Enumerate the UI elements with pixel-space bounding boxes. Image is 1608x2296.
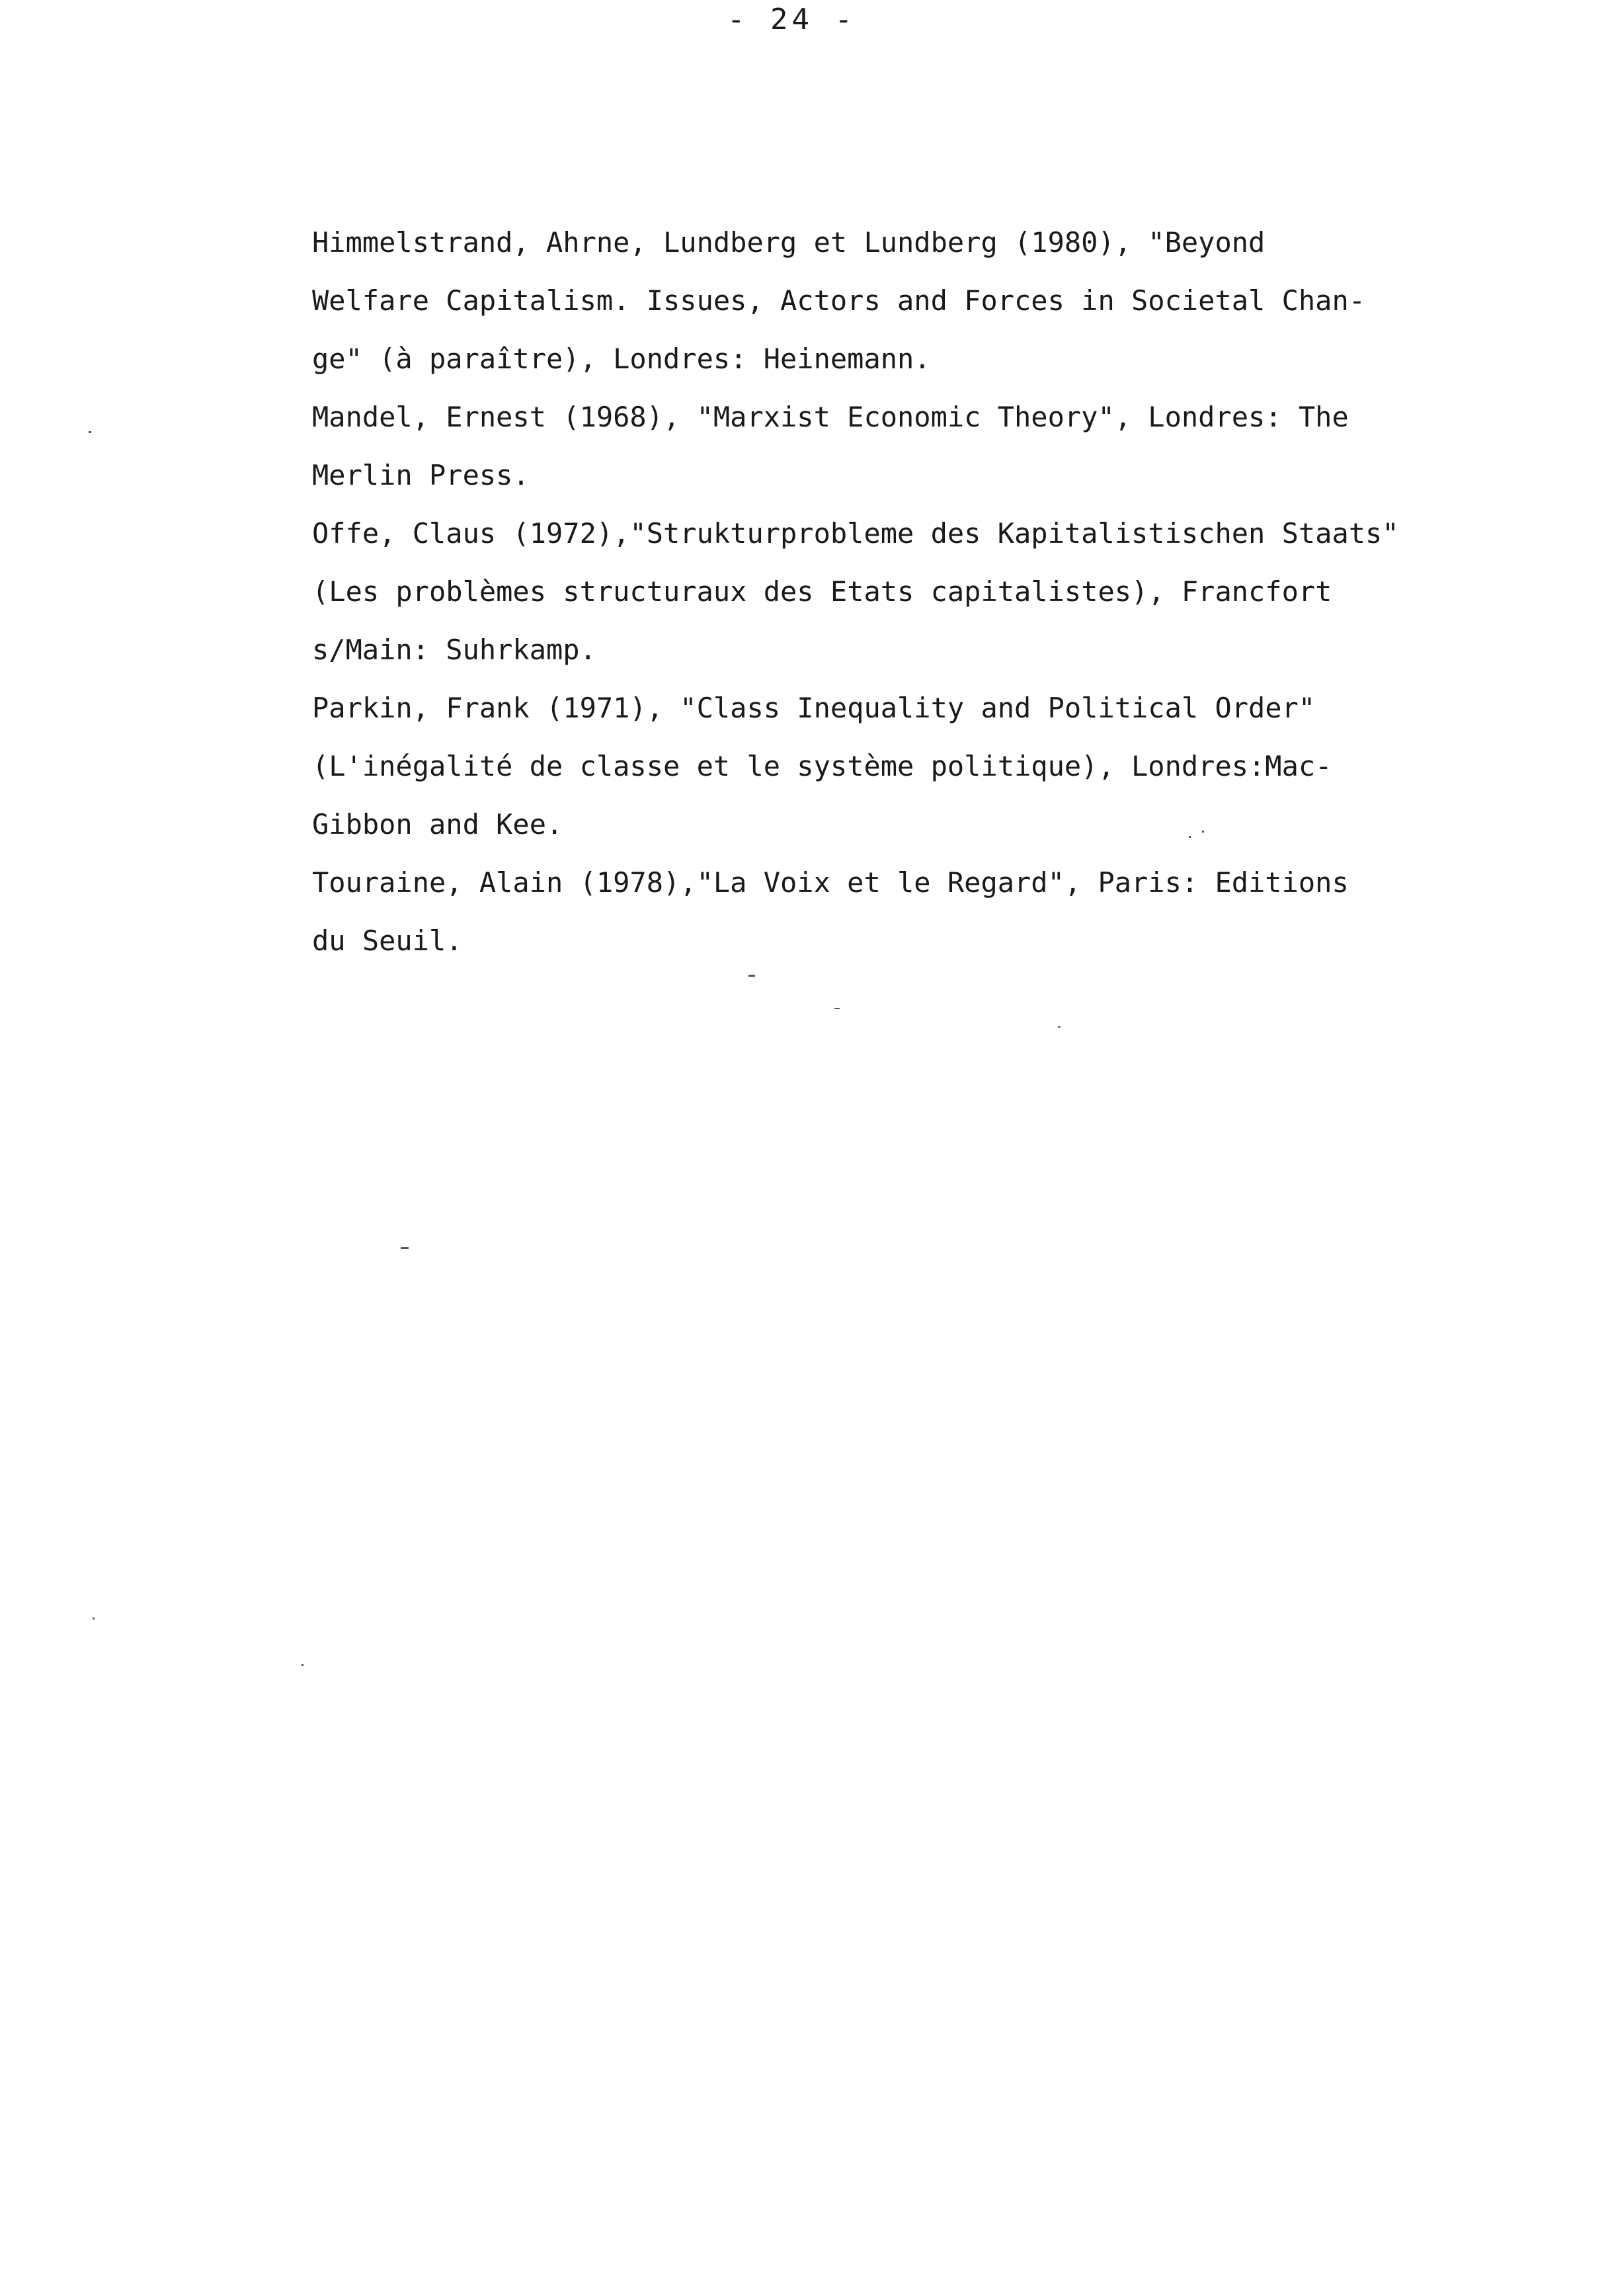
scan-speck [748,975,755,977]
scan-speck [401,1247,409,1249]
reference-line: du Seuil. [312,924,463,957]
scan-speck [1189,836,1191,838]
scan-speck [302,1664,303,1666]
reference-line: Himmelstrand, Ahrne, Lundberg et Lundberg (1980), "Beyond [312,226,1266,259]
reference-entry-himmelstrand [312,222,1489,397]
reference-line: Touraine, Alain (1978),"La Voix et le Regard", Paris: Editions [312,866,1349,899]
reference-entry-offe [312,513,1489,688]
reference-line: ge" (à paraître), Londres: Heinemann. [312,343,931,375]
reference-line: Welfare Capitalism. Issues, Actors and Forces in Societal Chan- [312,284,1366,317]
page-number: - 24 - [727,3,856,36]
reference-line: Mandel, Ernest (1968), "Marxist Economic Theory", Londres: The [312,401,1349,433]
reference-line: (Les problèmes structuraux des Etats capitalistes), Francfort [312,575,1332,608]
reference-line: Merlin Press. [312,459,530,491]
scan-speck [89,431,91,433]
reference-line: Gibbon and Kee. [312,808,563,840]
reference-line: s/Main: Suhrkamp. [312,634,596,666]
reference-entry-mandel [312,397,1489,513]
bibliography-list [312,222,1489,979]
reference-line: (L'inégalité de classe et le système politique), Londres:Mac- [312,750,1332,782]
reference-entry-touraine [312,862,1489,979]
scan-speck [834,1008,840,1009]
scan-speck [1058,1026,1061,1028]
scan-speck [1202,831,1204,833]
reference-line: Parkin, Frank (1971), "Class Inequality and Political Order" [312,692,1316,724]
reference-entry-parkin [312,688,1489,862]
scan-speck [93,1618,95,1620]
reference-line: Offe, Claus (1972),"Strukturprobleme des Kapitalistischen Staats" [312,517,1399,550]
